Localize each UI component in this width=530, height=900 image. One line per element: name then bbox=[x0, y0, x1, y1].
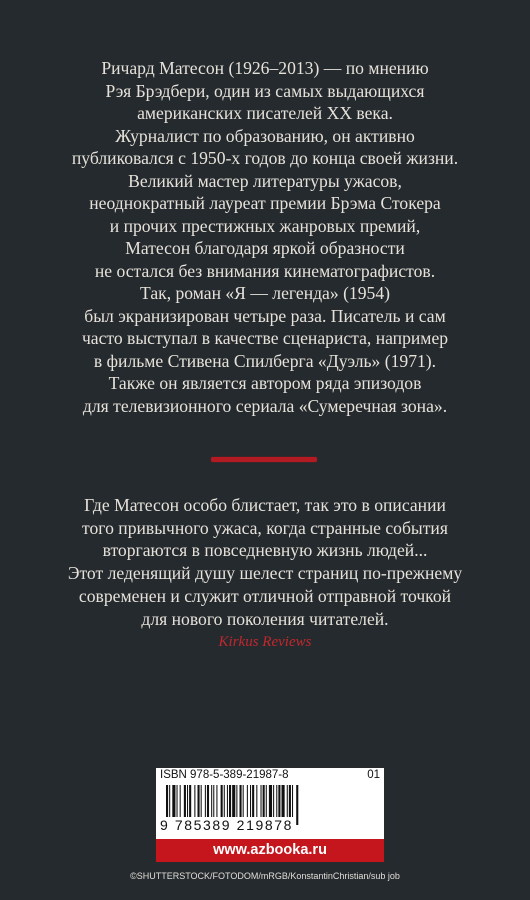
bio-line: и прочих престижных жанровых премий, bbox=[109, 215, 421, 236]
bio-line: в фильме Стивена Спилберга «Дуэль» (1971). bbox=[93, 350, 437, 371]
bio-line: Рэя Брэдбери, один из самых выдающихся bbox=[105, 80, 425, 101]
bio-line: Также он является автором ряда эпизодов bbox=[108, 373, 422, 393]
bio-line: часто выступал в качестве сценариста, например bbox=[81, 328, 449, 348]
publisher-url[interactable]: www.azbooka.ru bbox=[156, 839, 384, 862]
bio-line: публиковался с 1950-х годов до конца своей жизни. bbox=[71, 148, 459, 168]
isbn-barcode-block bbox=[155, 767, 385, 863]
isbn-digits-row bbox=[159, 817, 383, 833]
bio-line: Ричард Матесон (1926–2013) — по мнению bbox=[101, 58, 429, 78]
bio-line: Великий мастер литературы ужасов, bbox=[128, 170, 402, 191]
isbn-digits: 9 785389 219878 bbox=[160, 817, 293, 833]
bio-line: не остался без внимания кинематографистов. bbox=[94, 260, 436, 281]
bio-line: неоднократный лауреат премии Брэма Стокера bbox=[89, 193, 441, 213]
review-line: Этот леденящий душу шелест страниц по-прежнему bbox=[67, 563, 463, 584]
review-line: того привычного ужаса, когда странные события bbox=[82, 517, 448, 538]
isbn-label: ISBN 978-5-389-21987-8 bbox=[160, 769, 289, 781]
bio-line: Матесон благодаря яркой образности bbox=[125, 238, 405, 258]
review-source: Kirkus Reviews bbox=[218, 634, 312, 650]
review-line: для нового поколения читателей. bbox=[141, 608, 389, 629]
red-divider bbox=[211, 457, 317, 462]
review-line: вторгаются в повседневную жизнь людей... bbox=[102, 540, 428, 561]
image-credit: ©SHUTTERSTOCK/FOTODOM/mRGB/KonstantinChristian/sub job bbox=[130, 871, 400, 881]
isbn-header bbox=[160, 769, 380, 781]
isbn-addon: 01 bbox=[367, 769, 380, 781]
bio-line: был экранизирован четыре раза. Писатель и сам bbox=[84, 305, 446, 326]
review-line: современен и служит отличной отправной точкой bbox=[78, 585, 452, 606]
review-quote bbox=[40, 494, 490, 630]
review-line: Где Матесон особо блистает, так это в описании bbox=[84, 495, 446, 515]
bio-line: Так, роман «Я — легенда» (1954) bbox=[140, 283, 390, 303]
bio-line: Журналист по образованию, он активно bbox=[115, 125, 415, 146]
author-bio bbox=[40, 57, 490, 417]
bio-line: для телевизионного сериала «Сумеречная зона». bbox=[82, 395, 448, 416]
bio-line: американских писателей XX века. bbox=[137, 103, 393, 123]
